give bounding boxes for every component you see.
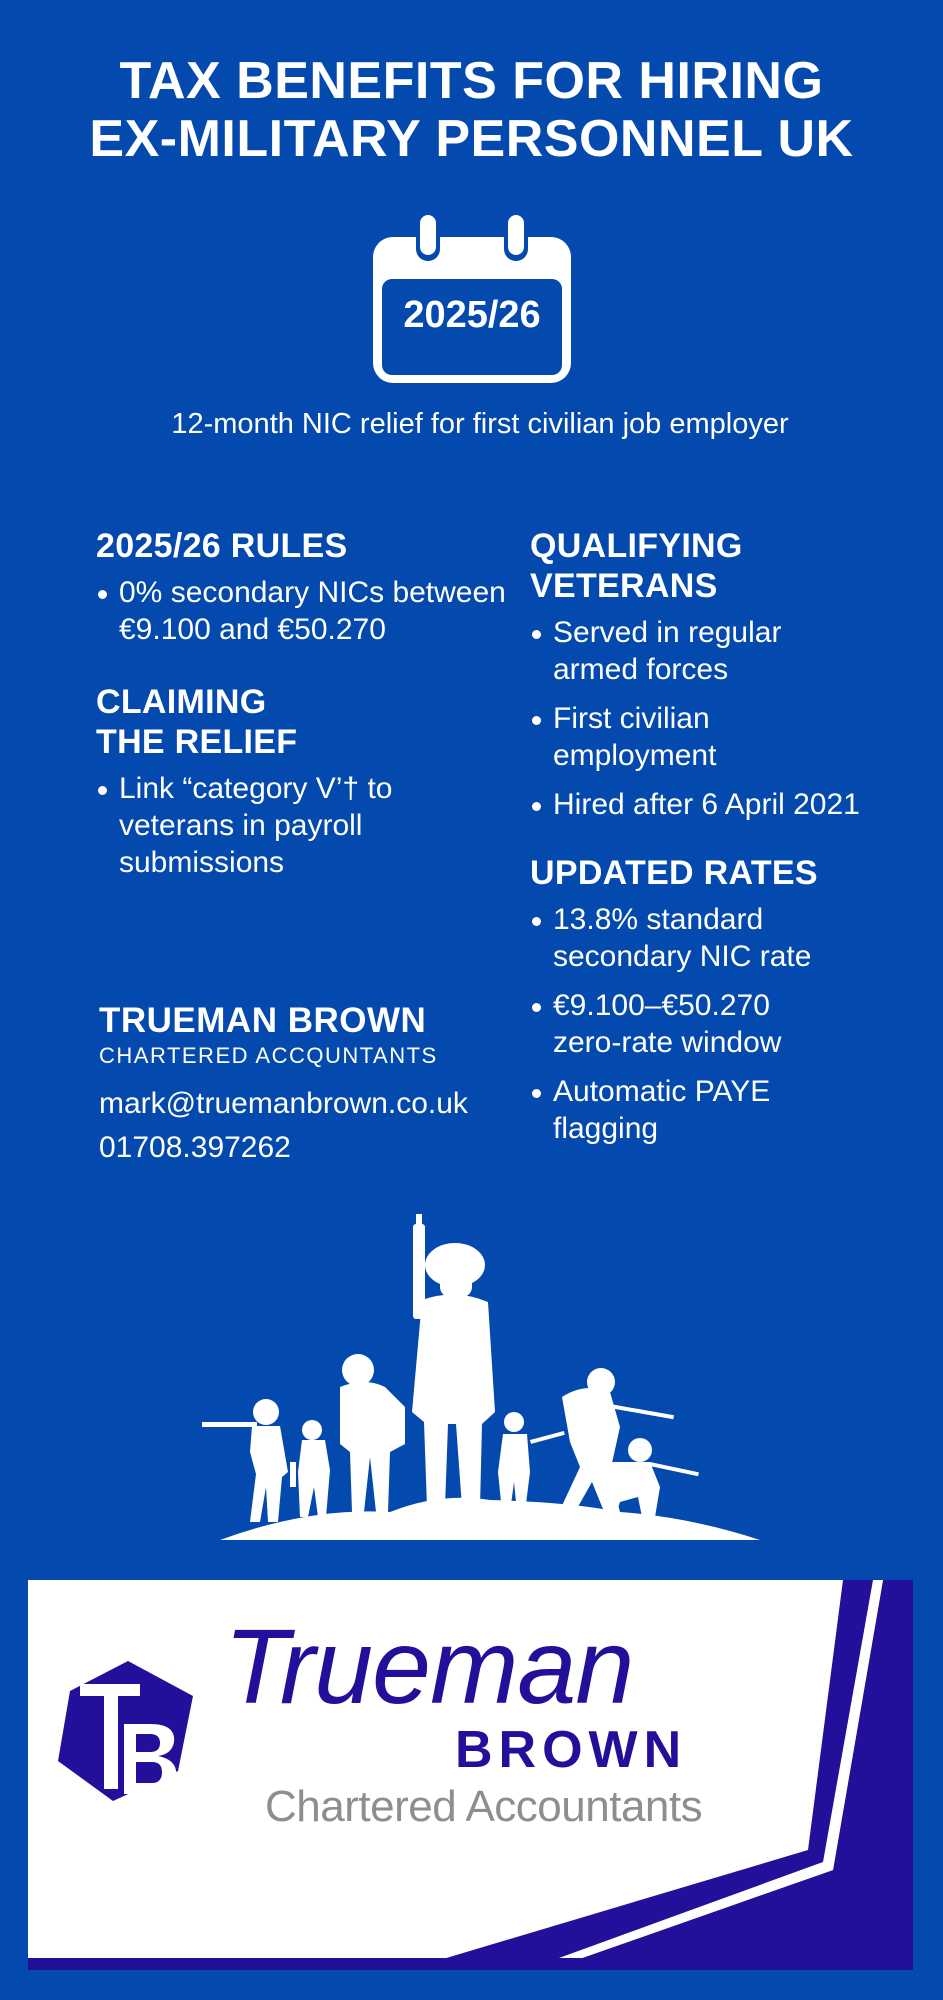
section-qualifying — [530, 526, 930, 823]
calendar-year: 2025/26 — [403, 294, 541, 336]
soldiers-silhouette-icon — [190, 1212, 790, 1562]
section-heading: UPDATED RATES — [530, 854, 818, 892]
company-subtitle: CHARTERED ACCQUNTANTS — [99, 1043, 438, 1068]
title-line-2: EX-MILITARY PERSONNEL UK — [89, 110, 854, 168]
section-claiming — [96, 682, 506, 881]
list-item: Served in regular armed forces — [530, 614, 813, 688]
list-item: Link “category V’† to veterans in payroll submissions — [96, 770, 449, 881]
list-item: €9.100–€50.270 zero-rate window — [530, 987, 823, 1061]
calendar-badge — [373, 215, 571, 383]
list-item: 0% secondary NICs between €9.100 and €50.270 — [96, 574, 506, 648]
company-contact — [99, 1000, 519, 1170]
page-title — [0, 52, 943, 168]
bullet-list — [530, 901, 930, 1147]
list-item: Automatic PAYE flagging — [530, 1073, 803, 1147]
bullet-list — [96, 770, 506, 881]
section-rates — [530, 853, 930, 1147]
subtitle: 12-month NIC relief for first civilian job employer — [171, 408, 789, 440]
company-name: TRUEMAN BROWN — [99, 1001, 427, 1040]
right-column — [530, 526, 930, 1175]
bullet-list — [530, 614, 930, 823]
company-phone[interactable]: 01708.397262 — [99, 1131, 291, 1164]
section-heading: 2025/26 RULES — [96, 527, 348, 565]
logo-tagline: Chartered Accountants — [265, 1782, 703, 1831]
section-heading: CLAIMING THE RELIEF — [96, 683, 298, 761]
list-item: 13.8% standard secondary NIC rate — [530, 901, 853, 975]
left-column — [96, 526, 506, 909]
tb-monogram-icon — [58, 1656, 198, 1806]
bullet-list — [96, 574, 506, 648]
section-rules — [96, 526, 506, 648]
company-logo-panel — [28, 1580, 913, 1970]
list-item: Hired after 6 April 2021 — [530, 786, 930, 823]
section-heading: QUALIFYING VETERANS — [530, 527, 743, 605]
list-item: First civilian employment — [530, 700, 783, 774]
logo-wordmark-trueman: Trueman — [224, 1608, 634, 1726]
title-line-1: TAX BENEFITS FOR HIRING — [119, 52, 824, 110]
company-email[interactable]: mark@truemanbrown.co.uk — [99, 1087, 468, 1120]
logo-wordmark-brown: BROWN — [455, 1721, 688, 1779]
